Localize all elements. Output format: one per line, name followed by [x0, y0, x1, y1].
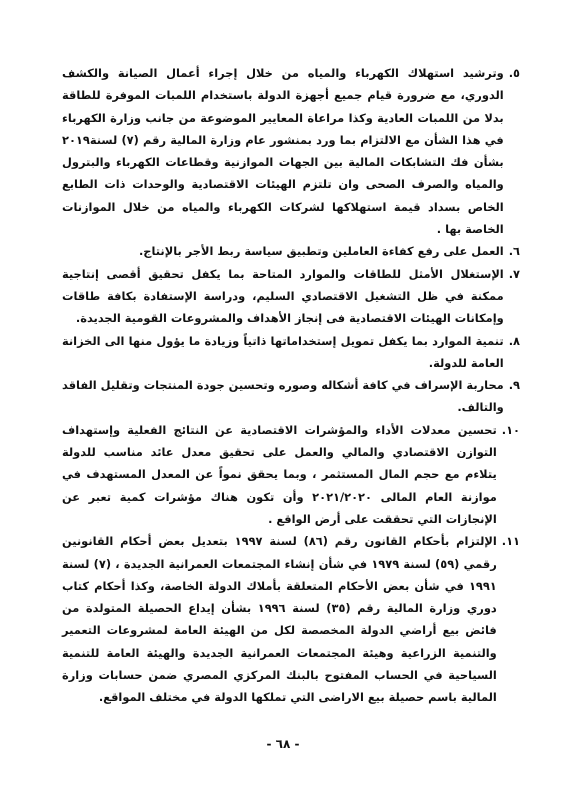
item-text: الإستغلال الأمثل للطاقات والموارد المتاحة بما يكفل تحقيق أقصى إنتاجية ممكنة في ظل التشغيل الاقتصادي السليم، ودراسة الإستفادة بكافة طاقات وإمكانات الهيئات الاقتصادية فى إنجاز الأهداف والمشروعات القومية الجديدة.	[62, 266, 504, 326]
item-number: ٦.	[508, 244, 520, 259]
item-text: وترشيد استهلاك الكهرباء والمياه من خلال إجراء أعمال الصيانة والكشف الدوري، مع ضرورة قيام جميع أجهزة الدولة باستخدام اللمبات الموفرة للطاقة بدلا من اللمبات العادية وكذا مراعاة المعايير الموضوعة من جانب وزارة الكهرباء في هذا الشأن مع الالتزام بما ورد بمنشور عام وزارة المالية رقم (٧) لسنة٢٠١٩ بشأن فك التشابكات المالية بين الجهات الموازنية وقطاعات الكهرباء والبترول والمياه والصرف الصحى وان تلتزم الهيئات الاقتصادية والوحدات ذات الطابع الخاص بسداد قيمة استهلاكها لشركات الكهرباء والمياه من خلال الموازنات الخاصة بها .	[62, 66, 504, 237]
list-item-6	[62, 240, 520, 262]
list-item-10	[62, 419, 520, 530]
list-item-7	[62, 263, 520, 330]
item-number: ٥.	[508, 66, 520, 80]
item-text: العمل على رفع كفاءة العاملين وتطبيق سياسة ربط الأجر بالإنتاج.	[138, 244, 504, 259]
list-item-8	[62, 330, 520, 375]
item-text: محاربة الإسراف في كافة أشكاله وصوره وتحسين جودة المنتجات وتقليل الفاقد والتالف.	[62, 378, 504, 415]
document-body	[62, 62, 520, 709]
list-item-11	[62, 530, 520, 708]
item-number: ٩.	[508, 378, 520, 393]
item-text: تنمية الموارد بما يكفل تمويل إستخداماتها ذاتياً وزيادة ما يؤول منها الى الخزانة العامة للدولة.	[62, 333, 504, 370]
item-number: ١١.	[501, 534, 520, 549]
page-number: - ٦٨ -	[266, 737, 300, 751]
item-number: ٧.	[508, 266, 520, 281]
list-item-9	[62, 374, 520, 419]
item-text: تحسين معدلات الأداء والمؤشرات الاقتصادية عن النتائج الفعلية وإستهداف التوازن الاقتصادي والمالي والعمل على تحقيق معدل عائد مناسب للدولة يتلاءم مع حجم المال المستثمر ، وبما يحقق نمواً عن المعدل المستهدف في موازنة العام المالى ٢٠٢١/٢٠٢٠ وأن تكون هناك مؤشرات كمية تعبر عن الإنجازات التي تحققت على أرض الواقع .	[62, 422, 497, 526]
list-item-5	[62, 62, 520, 240]
item-text: الإلتزام بأحكام القانون رقم (٨٦) لسنة ١٩٩٧ بتعديل بعض أحكام القانونين رقمي (٥٩) لسنة ١٩٧٩ في شأن إنشاء المجتمعات العمرانية الجديدة ، (٧) لسنة ١٩٩١ في شأن بعض الأحكام المتعلقة بأملاك الدولة الخاصة، وكذا أحكام كتاب دوري وزارة المالية رقم (٣٥) لسنة ١٩٩٦ بشأن إيداع الحصيلة المتولدة من فائض بيع أراضي الدولة المخصصة لكل من الهيئة العامة لمشروعات التعمير والتنمية الزراعية وهيئة المجتمعات العمرانية الجديدة والهيئة العامة للتنمية السياحية في الحساب المفتوح بالبنك المركزي المصري ضمن حسابات وزارة المالية باسم حصيلة بيع الاراضى التي تملكها الدولة في مختلف المواقع.	[62, 534, 497, 705]
item-number: ١٠.	[501, 422, 520, 437]
item-number: ٨.	[508, 333, 520, 348]
